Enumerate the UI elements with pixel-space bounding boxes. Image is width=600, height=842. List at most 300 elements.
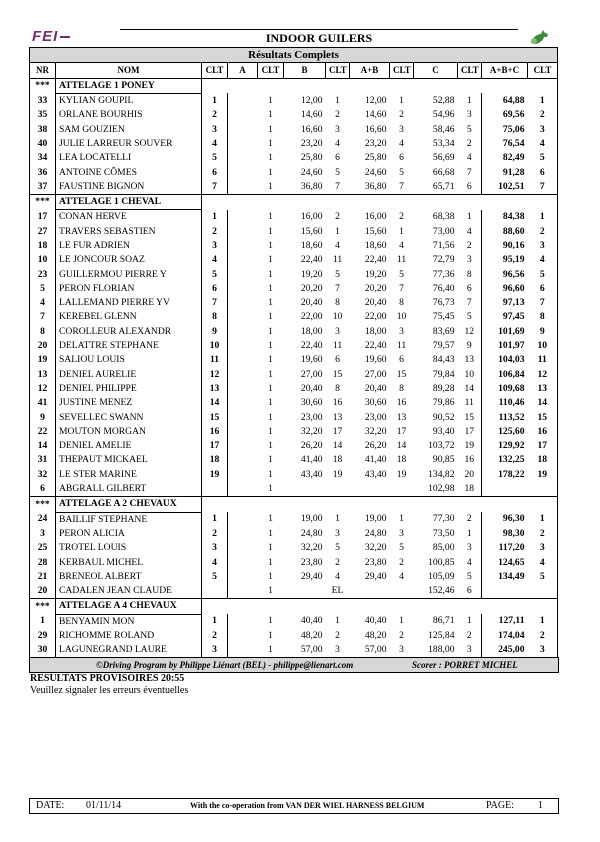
cell: 18 xyxy=(464,483,475,495)
cell: 32,20 xyxy=(364,542,387,554)
cooperation-text: With the co-operation from VAN DER WIEL HARNESS BELGIUM xyxy=(190,801,425,810)
cell xyxy=(228,353,258,367)
cell: 16,60 xyxy=(300,123,323,135)
cell: 48,20 xyxy=(364,630,387,642)
cell: 1 xyxy=(399,615,404,627)
table-row xyxy=(30,527,558,541)
cell: 25 xyxy=(30,541,56,555)
cell: 188,00 xyxy=(414,643,458,658)
cell: 2 xyxy=(335,556,340,568)
cell: 43,40 xyxy=(364,468,387,480)
cell: 3 xyxy=(528,239,558,253)
cell: 1 xyxy=(268,94,273,106)
cell: 85,00 xyxy=(432,542,455,554)
cell: 2 xyxy=(212,630,217,642)
column-header: A+B xyxy=(350,63,390,78)
cell: 12,00 xyxy=(300,94,323,106)
cell xyxy=(482,482,528,497)
cell xyxy=(228,225,258,239)
cell: 24,60 xyxy=(300,166,323,178)
cell: 14 xyxy=(209,397,220,409)
cell: EL xyxy=(331,585,344,597)
table-row xyxy=(30,137,558,151)
cell: 32,20 xyxy=(300,542,323,554)
table-row xyxy=(30,453,558,467)
cell: 19,20 xyxy=(364,268,387,280)
cell: 8 xyxy=(30,325,56,339)
cell: 97,13 xyxy=(482,296,528,310)
subtitle: Résultats Complets xyxy=(30,48,558,63)
cell xyxy=(228,382,258,396)
cell: 29,40 xyxy=(300,570,323,582)
subtitle-row xyxy=(30,48,558,63)
cell: 5 xyxy=(399,268,404,280)
competitor-name: JUSTINE MENEZ xyxy=(56,396,202,410)
competitor-name: KYLIAN GOUPIL xyxy=(56,93,202,108)
cell: 29,40 xyxy=(364,570,387,582)
date-label: DATE: xyxy=(36,800,65,811)
cell: 5 xyxy=(528,151,558,165)
competitor-name: DENIEL PHILIPPE xyxy=(56,382,202,396)
cell: 2 xyxy=(212,109,217,121)
page-footer xyxy=(29,798,559,814)
cell: 76,73 xyxy=(432,297,455,309)
cell: 22,00 xyxy=(300,311,323,323)
table-row xyxy=(30,239,558,253)
cell: 30,60 xyxy=(300,397,323,409)
cell: 7 xyxy=(528,296,558,310)
cell: 1 xyxy=(335,94,340,106)
cell: 2 xyxy=(399,630,404,642)
section-title: ATTELAGE A 2 CHEVAUX xyxy=(56,497,202,512)
page-title: INDOOR GUILERS xyxy=(120,29,518,48)
page-label: PAGE: xyxy=(486,800,514,811)
section-marker: *** xyxy=(30,78,56,93)
cell: 14 xyxy=(464,382,475,394)
cell: 3 xyxy=(399,527,404,539)
table-row xyxy=(30,267,558,281)
scorer-text: Scorer : PORRET MICHEL xyxy=(412,660,518,670)
cell: 11 xyxy=(332,254,343,266)
cell: 5 xyxy=(335,542,340,554)
cell: 79,84 xyxy=(432,368,455,380)
cell xyxy=(228,614,258,629)
cell: 5 xyxy=(528,570,558,584)
cell: 4 xyxy=(528,555,558,569)
cell: 20 xyxy=(30,339,56,353)
cell: 1 xyxy=(268,282,273,294)
cell: 7 xyxy=(212,297,217,309)
table-row xyxy=(30,151,558,165)
cell: 72,79 xyxy=(432,254,455,266)
cell: 109,68 xyxy=(482,382,528,396)
cell: 23,00 xyxy=(300,411,323,423)
cell: 14,60 xyxy=(300,109,323,121)
competitor-name: FAUSTINE BIGNON xyxy=(56,180,202,195)
competitor-name: DENIEL AURELIE xyxy=(56,368,202,382)
cell: 11 xyxy=(396,254,407,266)
cell: 134,82 xyxy=(428,468,455,480)
cell: 5 xyxy=(528,267,558,281)
table-row xyxy=(30,253,558,267)
table-row xyxy=(30,339,558,353)
cell: 75,06 xyxy=(482,122,528,136)
cell: 129,92 xyxy=(482,439,528,453)
table-row xyxy=(30,180,558,195)
cell: 68,38 xyxy=(432,211,455,223)
section-header xyxy=(30,497,558,512)
cell: 2 xyxy=(466,240,472,251)
cell: 17 xyxy=(396,425,407,437)
competitor-name: LE JONCOUR SOAZ xyxy=(56,253,202,267)
column-header: A+B+C xyxy=(482,63,528,78)
cell: 3 xyxy=(202,643,228,658)
cell: 9 xyxy=(466,340,472,352)
cell: 7 xyxy=(212,180,217,192)
table-row xyxy=(30,439,558,453)
table-row xyxy=(30,282,558,296)
cell: 2 xyxy=(335,630,340,642)
cell: 84,43 xyxy=(432,354,455,366)
cell: 3 xyxy=(466,542,472,554)
competitor-name: LE FUR ADRIEN xyxy=(56,239,202,253)
cell: 1 xyxy=(268,152,273,164)
cell: 6 xyxy=(399,354,404,366)
cell: 79,86 xyxy=(432,397,455,409)
column-header: NOM xyxy=(56,63,202,78)
cell: 37 xyxy=(30,180,56,195)
cell: 9 xyxy=(212,325,217,337)
cell: 11 xyxy=(209,354,220,366)
cell xyxy=(228,643,258,658)
cell: 11 xyxy=(332,340,343,352)
cell: 1 xyxy=(268,225,273,237)
cell: 127,11 xyxy=(482,614,528,629)
cell: 10 xyxy=(30,253,56,267)
cell: 152,46 xyxy=(428,585,455,597)
cell: 4 xyxy=(528,137,558,151)
cell: 6 xyxy=(335,354,340,366)
cell: 113,52 xyxy=(482,410,528,424)
cell xyxy=(390,584,414,599)
cell: 3 xyxy=(335,123,340,135)
cell: 19 xyxy=(528,468,558,482)
cell: 86,71 xyxy=(432,615,455,627)
cell: 13 xyxy=(209,382,220,394)
cell: 19,20 xyxy=(300,268,323,280)
cell: 32,20 xyxy=(300,425,323,437)
competitor-name: LE STER MARINE xyxy=(56,468,202,482)
cell: 1 xyxy=(268,368,273,380)
date-value: 01/11/14 xyxy=(86,800,122,811)
cell: 28 xyxy=(30,555,56,569)
cell: 1 xyxy=(399,513,404,525)
cell: 11 xyxy=(528,353,558,367)
column-header: CLT xyxy=(258,63,284,78)
cell: 22,40 xyxy=(300,340,323,352)
competitor-name: PERON ALICIA xyxy=(56,527,202,541)
table-row xyxy=(30,368,558,382)
cell: 6 xyxy=(212,166,217,178)
competitor-name: LAGUNEGRAND LAURE xyxy=(56,643,202,658)
table-row xyxy=(30,643,558,658)
cell: 96,56 xyxy=(482,267,528,281)
column-header: CLT xyxy=(326,63,350,78)
cell: 58,46 xyxy=(432,123,455,135)
cell: 77,30 xyxy=(432,513,455,525)
cell: 2 xyxy=(528,527,558,541)
cell: 1 xyxy=(466,615,472,627)
cell: 3 xyxy=(399,325,404,337)
cell xyxy=(326,482,350,497)
competitor-name: LEA LOCATELLI xyxy=(56,151,202,165)
cell xyxy=(228,570,258,584)
cell: 1 xyxy=(268,109,273,121)
section-marker: *** xyxy=(30,497,56,512)
cell: 1 xyxy=(335,225,340,237)
cell: 4 xyxy=(399,240,404,251)
table-row xyxy=(30,165,558,179)
cell: 1 xyxy=(268,454,273,466)
cell: 5 xyxy=(30,282,56,296)
cell: 1 xyxy=(399,225,404,237)
cell: 3 xyxy=(528,541,558,555)
cell xyxy=(228,468,258,482)
cell: 4 xyxy=(335,240,340,251)
cell: 6 xyxy=(466,282,472,294)
cell: 18 xyxy=(332,454,343,466)
cell: 17 xyxy=(528,439,558,453)
cell: 12 xyxy=(528,368,558,382)
cell: 75,45 xyxy=(432,311,455,323)
cell: 14 xyxy=(30,439,56,453)
competitor-name: DELATTRE STEPHANE xyxy=(56,339,202,353)
cell: 20,40 xyxy=(300,297,323,309)
cell: 13 xyxy=(30,368,56,382)
cell: 1 xyxy=(212,94,217,106)
cell: 3 xyxy=(399,123,404,135)
cell: 4 xyxy=(466,556,472,568)
cell: 53,34 xyxy=(432,137,455,149)
cell: 24,60 xyxy=(364,166,387,178)
cell: 65,71 xyxy=(432,180,455,192)
cell: 23,00 xyxy=(364,411,387,423)
cell: 10 xyxy=(396,311,407,323)
cell: 10 xyxy=(528,339,558,353)
cell: 3 xyxy=(212,123,217,135)
cell: 5 xyxy=(399,542,404,554)
cell: 19,00 xyxy=(364,513,387,525)
cell: 5 xyxy=(466,311,472,323)
cell: 117,20 xyxy=(482,541,528,555)
cell: 71,56 xyxy=(432,240,455,251)
competitor-name: BRENEOL ALBERT xyxy=(56,570,202,584)
cell: 35 xyxy=(30,108,56,122)
cell: 4 xyxy=(30,296,56,310)
cell: 5 xyxy=(335,268,340,280)
cell: 21 xyxy=(30,570,56,584)
cell: 245,00 xyxy=(482,643,528,658)
cell: 4 xyxy=(212,254,217,266)
cell: 7 xyxy=(466,297,472,309)
table-row xyxy=(30,512,558,527)
cell: 1 xyxy=(528,614,558,629)
cell: 1 xyxy=(466,527,472,539)
cell: 73,50 xyxy=(432,527,455,539)
cell: 22,00 xyxy=(364,311,387,323)
competitor-name: BAILLIF STEPHANE xyxy=(56,512,202,527)
cell: 1 xyxy=(466,94,472,106)
cell: 26,20 xyxy=(364,440,387,452)
competitor-name: ABGRALL GILBERT xyxy=(56,482,202,497)
cell: 19 xyxy=(464,440,475,452)
cell: 4 xyxy=(335,137,340,149)
cell xyxy=(228,210,258,225)
cell: 1 xyxy=(466,211,472,223)
cell: 1 xyxy=(528,93,558,108)
cell xyxy=(228,253,258,267)
cell: 174,04 xyxy=(482,629,528,643)
cell: 1 xyxy=(268,542,273,554)
cell: 27,00 xyxy=(364,368,387,380)
cell: 16 xyxy=(396,397,407,409)
cell: 98,30 xyxy=(482,527,528,541)
column-header: NR xyxy=(30,63,56,78)
cell xyxy=(228,310,258,324)
cell: 95,19 xyxy=(482,253,528,267)
section-header xyxy=(30,194,558,209)
cell: 27,00 xyxy=(300,368,323,380)
cell: 18,60 xyxy=(364,240,387,251)
cell: 134,49 xyxy=(482,570,528,584)
cell: 30 xyxy=(30,643,56,658)
cell: 20,20 xyxy=(364,282,387,294)
cell xyxy=(228,512,258,527)
cell xyxy=(528,584,558,599)
cell: 15,60 xyxy=(364,225,387,237)
cell xyxy=(350,482,390,497)
cell: 25,80 xyxy=(364,152,387,164)
cell xyxy=(228,325,258,339)
competitor-name: JULIE LARREUR SOUVER xyxy=(56,137,202,151)
cell: 4 xyxy=(212,556,217,568)
table-row xyxy=(30,482,558,497)
cell: 16 xyxy=(464,454,475,466)
cell xyxy=(284,482,326,497)
cell: 7 xyxy=(335,282,340,294)
cell: 1 xyxy=(212,513,217,525)
competitor-name: PERON FLORIAN xyxy=(56,282,202,296)
cell: 125,84 xyxy=(428,630,455,642)
cell: 2 xyxy=(528,108,558,122)
cell: 1 xyxy=(528,512,558,527)
cell: 2 xyxy=(212,225,217,237)
cell: 106,84 xyxy=(482,368,528,382)
cell: 6 xyxy=(30,482,56,497)
table-row xyxy=(30,382,558,396)
cell: 19 xyxy=(30,353,56,367)
table-row xyxy=(30,296,558,310)
cell: 66,68 xyxy=(432,166,455,178)
cell: 1 xyxy=(268,254,273,266)
cell: 6 xyxy=(335,152,340,164)
cell: 23,80 xyxy=(300,556,323,568)
cell: 4 xyxy=(466,225,472,237)
cell: 15 xyxy=(209,411,220,423)
table-row xyxy=(30,584,558,599)
competitor-name: BENYAMIN MON xyxy=(56,614,202,629)
cell: 3 xyxy=(335,527,340,539)
cell: 9 xyxy=(528,325,558,339)
cell: 7 xyxy=(399,282,404,294)
cell: 2 xyxy=(335,211,340,223)
cell: 1 xyxy=(268,411,273,423)
table-row xyxy=(30,570,558,584)
cell: 1 xyxy=(30,614,56,629)
table-row xyxy=(30,425,558,439)
cell xyxy=(390,482,414,497)
cell: 4 xyxy=(335,570,340,582)
cell: 76,54 xyxy=(482,137,528,151)
cell: 2 xyxy=(399,109,404,121)
results-table xyxy=(29,47,558,658)
error-report-note: Veuillez signaler les erreurs éventuelles xyxy=(30,685,189,696)
cell: 32,20 xyxy=(364,425,387,437)
cell: 14 xyxy=(396,440,407,452)
cell xyxy=(228,584,258,599)
cell: 23 xyxy=(30,267,56,281)
cell: 1 xyxy=(268,527,273,539)
cell: 14 xyxy=(332,440,343,452)
cell: 23,20 xyxy=(300,137,323,149)
cell: 7 xyxy=(30,310,56,324)
cell: 17 xyxy=(209,440,220,452)
cell: 16,00 xyxy=(364,211,387,223)
cell: 69,56 xyxy=(482,108,528,122)
cell: 178,22 xyxy=(482,468,528,482)
cell xyxy=(228,541,258,555)
section-title: ATTELAGE 1 PONEY xyxy=(56,78,202,93)
credit-text: ©Driving Program by Philippe Liénart (BEL) - philippe@lienart.com xyxy=(96,660,354,670)
competitor-name: GUILLERMOU PIERRE Y xyxy=(56,267,202,281)
cell: 93,40 xyxy=(432,425,455,437)
cell: 2 xyxy=(528,225,558,239)
cell: 12 xyxy=(209,368,220,380)
competitor-name: KERBAUL MICHEL xyxy=(56,555,202,569)
cell xyxy=(228,339,258,353)
cell: 73,00 xyxy=(432,225,455,237)
cell: 19,60 xyxy=(300,354,323,366)
cell xyxy=(228,425,258,439)
cell: 1 xyxy=(212,615,217,627)
cell: 1 xyxy=(268,123,273,135)
cell: 7 xyxy=(335,180,340,192)
cell: 19 xyxy=(332,468,343,480)
cell: 41,40 xyxy=(300,454,323,466)
section-spacer xyxy=(202,78,558,93)
cell: 25,80 xyxy=(300,152,323,164)
cell: 3 xyxy=(326,643,350,658)
page-number: 1 xyxy=(538,800,543,811)
cell: 12,00 xyxy=(364,94,387,106)
cell xyxy=(228,396,258,410)
cell: 6 xyxy=(466,180,472,192)
cell: 27 xyxy=(30,225,56,239)
cell: 14 xyxy=(528,396,558,410)
cell: 20,40 xyxy=(364,297,387,309)
cell: 18 xyxy=(528,453,558,467)
cell: 3 xyxy=(528,122,558,136)
